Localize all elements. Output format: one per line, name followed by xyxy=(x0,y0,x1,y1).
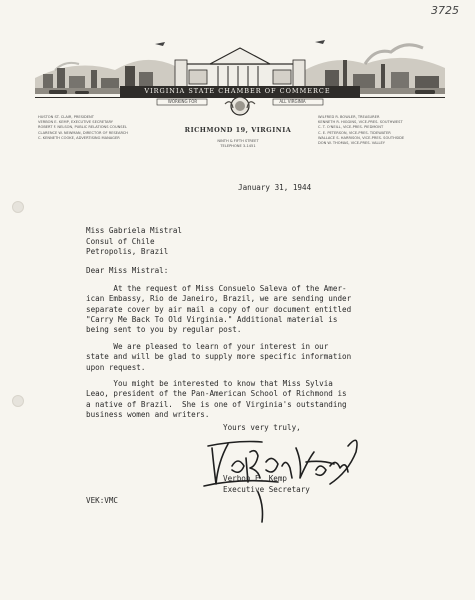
letter-date: January 31, 1944 xyxy=(238,183,312,192)
paragraph-line: At the request of Miss Consuelo Saleva of the Amer- xyxy=(86,284,347,293)
paragraph-line: state and will be glad to supply more specific information xyxy=(86,352,352,362)
officer-line: CLARENCE W. NEWMAN, DIRECTOR OF RESEARCH xyxy=(38,130,129,135)
officer-line: VERBON E. KEMP, EXECUTIVE SECRETARY xyxy=(38,120,113,125)
punch-hole-bottom xyxy=(12,395,24,407)
paragraph-line: Leao, president of the Pan-American School of Richmond is xyxy=(86,389,347,399)
recipient-line: Consul of Chile xyxy=(86,236,155,246)
paragraph-line: upon request. xyxy=(86,362,146,372)
officer-line: KENNETH R. HIGGINS, VICE-PRES. SOUTHWEST xyxy=(318,120,403,125)
body-paragraph-3 xyxy=(86,379,386,420)
organization-name: VIRGINIA STATE CHAMBER OF COMMERCE xyxy=(144,87,331,95)
paragraph-line: business women and writers. xyxy=(86,409,210,419)
officer-line: HUSTON ST. CLAIR, PRESIDENT xyxy=(38,115,94,119)
closing: Yours very truly, xyxy=(223,423,301,432)
reference-initials: VEK:VMC xyxy=(86,496,119,505)
body-paragraph-2 xyxy=(86,342,386,373)
paragraph-line: You might be interested to know that Miss Sylvia xyxy=(86,379,333,388)
officer-line: DON W. THOMAS, VICE-PRES. VALLEY xyxy=(318,141,385,146)
motto-right: ALL VIRGINIA xyxy=(279,99,306,104)
recipient-line: Petropolis, Brazil xyxy=(86,247,169,256)
address-line: TELEPHONE 3-1451 xyxy=(220,144,256,148)
body-paragraph-1 xyxy=(86,284,386,335)
letterhead-city: RICHMOND 19, VIRGINIA xyxy=(184,126,292,134)
paragraph-line: separate cover by air mail a copy of our document entitled xyxy=(86,304,352,314)
punch-hole-top xyxy=(12,201,24,213)
recipient-line: Miss Gabriela Mistral xyxy=(86,226,183,235)
motto-left: WORKING FOR xyxy=(167,99,198,104)
file-number: 3725 xyxy=(431,4,459,17)
officers-list-left xyxy=(38,115,128,141)
officer-line: C. T. O'NEILL, VICE-PRES. PIEDMONT xyxy=(318,125,384,130)
signer-block xyxy=(223,474,310,495)
signer-name: Verbon E. Kemp xyxy=(223,474,288,483)
salutation: Dear Miss Mistral: xyxy=(86,266,169,275)
officer-line: ROBERT F. NELSON, PUBLIC RELATIONS COUNSEL xyxy=(38,125,127,130)
paragraph-line: ican Embassy, Rio de Janeiro, Brazil, we are sending under xyxy=(86,294,352,304)
address-line: NINTH & FIFTH STREET xyxy=(217,139,259,143)
officer-line: WILFRED R. BOWLER, TREASURER xyxy=(318,115,380,119)
signer-title: Executive Secretary xyxy=(223,484,310,494)
paragraph-line: We are pleased to learn of your interest in our xyxy=(86,342,329,351)
officer-line: WALLACE S. HARRISON, VICE-PRES. SOUTHSIDE xyxy=(318,135,405,140)
paragraph-line: a native of Brazil. She is one of Virginia's outstanding xyxy=(86,399,347,409)
letterhead-address xyxy=(180,139,296,149)
officers-list-right xyxy=(318,115,404,146)
paragraph-line: being sent to you by regular post. xyxy=(86,325,242,335)
officer-line: C. E. PETERSON, VICE-PRES. TIDEWATER xyxy=(318,130,391,135)
recipient-address xyxy=(86,226,182,258)
letterhead-illustration xyxy=(35,30,445,116)
paragraph-line: "Carry Me Back To Old Virginia." Additional material is xyxy=(86,314,338,324)
officer-line: C. KENNETH COOKE, ADVERTISING MANAGER xyxy=(38,135,120,140)
